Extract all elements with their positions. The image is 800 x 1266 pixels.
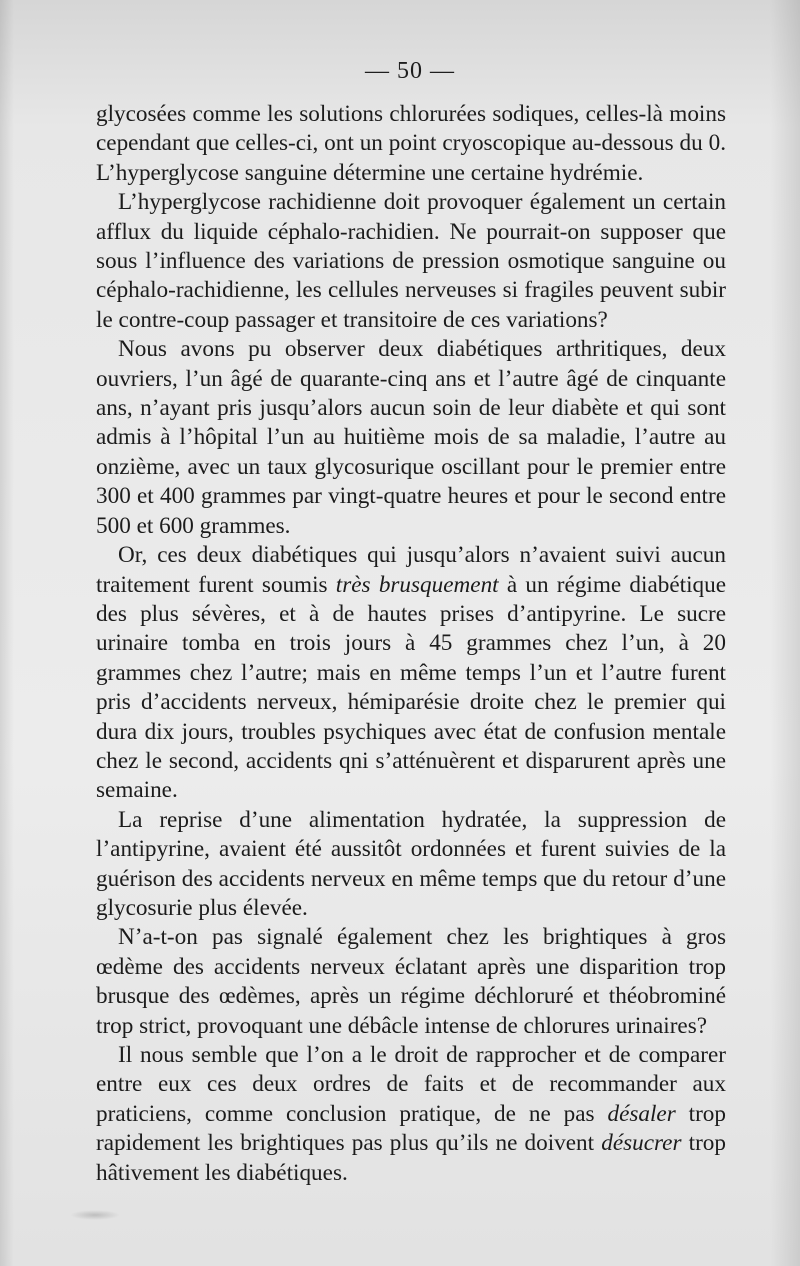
paragraph-text: N’a-t-on pas signalé également chez les brightiques à gros œdème des accidents nerveux éclatant après une disparition trop brusque des œdèmes, après un régime déchloruré et théobrominé trop strict, provoquant une débâcle intense de chlorures urinaires? bbox=[96, 924, 726, 1039]
paragraph-text: trop hâtivement les diabétiques. bbox=[96, 1130, 726, 1186]
italic-emphasis: désaler bbox=[607, 1100, 676, 1127]
italic-emphasis: très brusquement bbox=[335, 571, 499, 598]
paragraph-text: à un régime diabétique des plus sévères, et à de hautes prises d’antipyrine. Le sucre urinaire tomba en trois jours à 45 grammes chez l’un, à 20 grammes chez l’autre; mais en même temps l’un et l’autre furent pris d’accidents nerveux, hémiparésie droite chez le premier qui dura dix jours, troubles psychiques avec état de confusion mentale chez le second, accidents qni s’atténuèrent et disparurent après une semaine. bbox=[96, 571, 726, 804]
paragraph-5 bbox=[96, 806, 726, 924]
paragraph-text: Il nous semble que l’on a le droit de rapprocher et de comparer entre eux ces deux ordres de faits et de recommander aux praticiens, comme conclusion pratique, de ne pas bbox=[96, 1042, 726, 1127]
paragraph-text: Or, ces deux diabétiques qui jusqu’alors n’avaient suivi aucun traitement furent soumis bbox=[96, 542, 726, 598]
paragraph-3 bbox=[96, 335, 726, 541]
paragraph-6 bbox=[96, 923, 726, 1041]
paragraph-text: L’hyperglycose rachidienne doit provoquer également un certain afflux du liquide céphalo-rachidien. Ne pourrait-on supposer que sous l’influence des variations de pression osmotique sanguine ou céphalo-rachidienne, les cellules nerveuses si fragiles peuvent subir le contre-coup passager et transitoire de ces variations? bbox=[96, 189, 726, 333]
ink-smudge bbox=[70, 1210, 120, 1220]
paragraph-4 bbox=[96, 541, 726, 806]
paragraph-text: Nous avons pu observer deux diabétiques arthritiques, deux ouvriers, l’un âgé de quarante-cinq ans et l’autre âgé de cinquante ans, n’ayant pris jusqu’alors aucun soin de leur diabète et qui sont admis à l’hôpital l’un au huitième mois de sa maladie, l’autre au onzième, avec un taux glycosurique oscillant pour le premier entre 300 et 400 grammes par vingt-quatre heures et pour le second entre 500 et 600 grammes. bbox=[96, 336, 726, 539]
paragraph-7 bbox=[96, 1041, 726, 1188]
page-number: — 50 — bbox=[365, 58, 455, 84]
paragraph-text: La reprise d’une alimentation hydratée, la suppression de l’antipyrine, avaient été aussitôt ordonnées et furent suivies de la guérison des accidents nerveux en même temps que du retour d’une glycosurie plus élevée. bbox=[96, 806, 726, 921]
paragraph-text: glycosées comme les solutions chlorurées sodiques, celles-là moins cependant que celles-ci, ont un point cryoscopique au-dessous du 0. L’hyperglycose sanguine détermine une certaine hydrémie. bbox=[96, 101, 726, 186]
paragraph-text: trop rapidement les brightiques pas plus qu’ils ne doivent bbox=[96, 1100, 726, 1157]
paragraph-1 bbox=[96, 100, 726, 188]
paragraph-2 bbox=[96, 188, 726, 335]
page-body bbox=[96, 100, 726, 1188]
italic-emphasis: désucrer bbox=[601, 1130, 682, 1157]
